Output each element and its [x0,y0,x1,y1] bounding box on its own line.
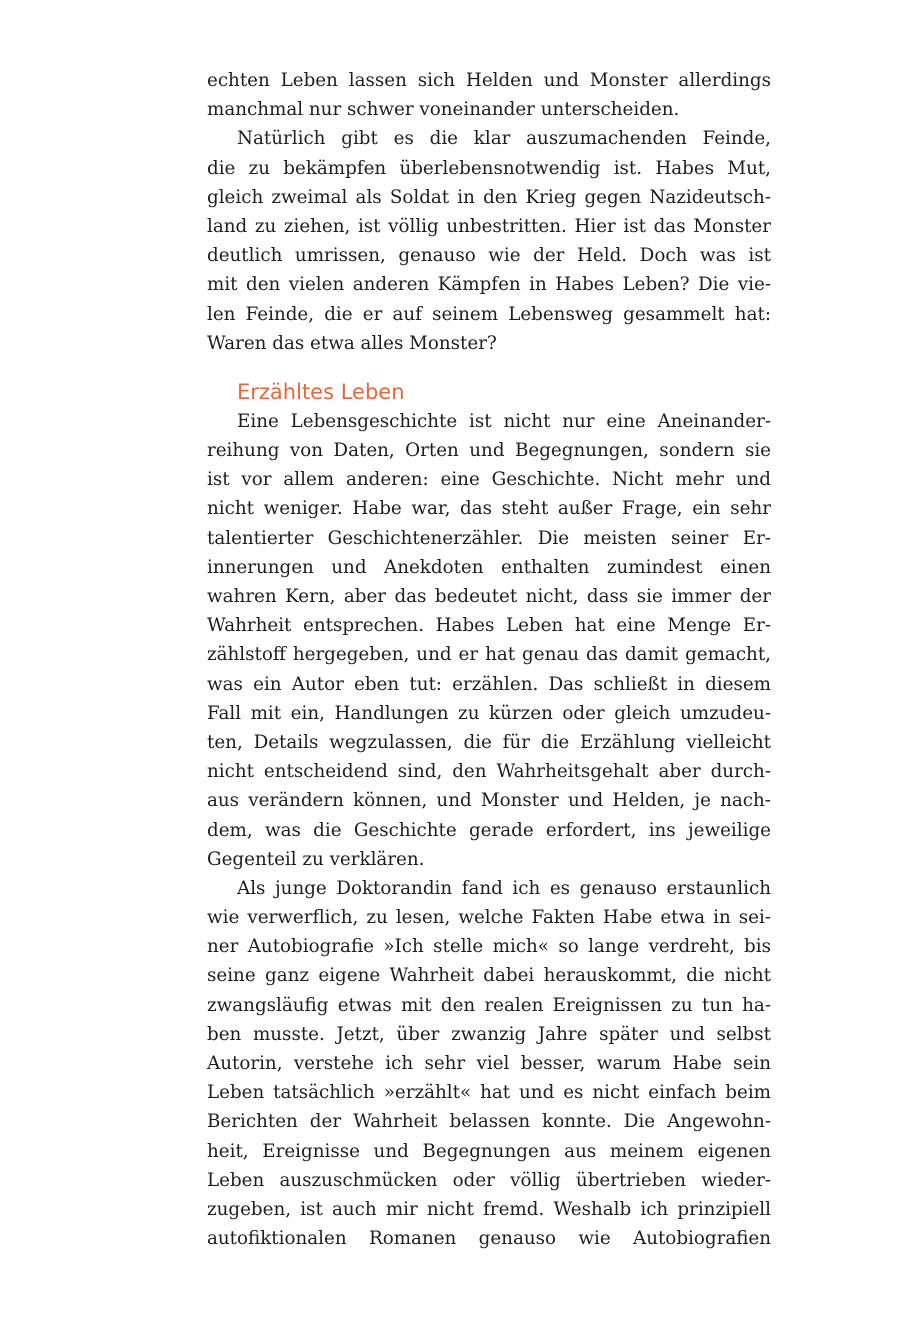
section-gap [207,358,771,378]
book-page [207,66,771,1253]
text-line: wie verwerflich, zu lesen, welche Fakten Habe etwa in sei- [207,907,771,929]
text-line: echten Leben lassen sich Helden und Monster allerdings [207,70,771,91]
text-line: deutlich umrissen, genauso wie der Held. Doch was ist [207,245,771,267]
text-line: zählstoff hergegeben, und er hat genau das damit gemacht, [207,644,771,666]
text-line: seine ganz eigene Wahrheit dabei herauskommt, die nicht [207,965,771,987]
text-line: reihung von Daten, Orten und Begegnungen, sondern sie [207,440,771,462]
text-line: Eine Lebensgeschichte ist nicht nur eine Aneinander- [237,410,771,432]
text-line: Wahrheit entsprechen. Habes Leben hat eine Menge Er- [207,615,771,637]
text-line: Berichten der Wahrheit belassen konnte. Die Angewohn- [207,1111,771,1133]
text-line: len Feinde, die er auf seinem Lebensweg gesammelt hat: [207,303,771,325]
paragraph [207,407,771,874]
text-line: innerungen und Anekdoten enthalten zumindest einen [207,556,771,578]
text-line: talentierter Geschichtenerzähler. Die meisten seiner Er- [207,527,771,549]
text-line: Natürlich gibt es die klar auszumachenden Feinde, [237,128,771,150]
text-line: Gegenteil zu verklären. [207,848,425,870]
text-line: ten, Details wegzulassen, die für die Erzählung vielleicht [207,731,771,753]
text-line: ben musste. Jetzt, über zwanzig Jahre später und selbst [207,1023,771,1045]
text-line: dem, was die Geschichte gerade erfordert, ins jeweilige [207,819,771,841]
paragraph [207,124,771,358]
text-line: zwangsläufig etwas mit den realen Ereignissen zu tun ha- [207,994,771,1016]
text-line: Autorin, verstehe ich sehr viel besser, warum Habe sein [207,1053,771,1074]
text-line: gleich zweimal als Soldat in den Krieg gegen Nazideutsch- [207,186,771,208]
paragraph-continuation [207,66,771,124]
text-line: zugeben, ist auch mir nicht fremd. Weshalb ich prinzipiell [207,1198,771,1220]
text-line: ner Autobiografie »Ich stelle mich« so lange verdreht, bis [207,936,771,958]
text-line: mit den vielen anderen Kämpfen in Habes Leben? Die vie- [207,274,771,296]
text-line: aus verändern können, und Monster und Helden, je nach- [207,790,771,812]
section-heading: Erzähltes Leben [237,379,405,404]
paragraph [207,874,771,1253]
text-line: autofiktionalen Romanen genauso wie Autobiografien [207,1228,771,1250]
text-line: was ein Autor eben tut: erzählen. Das schließt in diesem [207,673,771,695]
text-line: land zu ziehen, ist völlig unbestritten. Hier ist das Monster [207,215,771,237]
text-line: Waren das etwa alles Monster? [207,332,497,354]
text-line: nicht weniger. Habe war, das steht außer Frage, ein sehr [207,498,771,520]
text-line: wahren Kern, aber das bedeutet nicht, dass sie immer der [207,586,771,607]
text-line: Leben tatsächlich »erzählt« hat und es nicht einfach beim [207,1082,771,1104]
text-line: manchmal nur schwer voneinander unterscheiden. [207,99,680,121]
text-line: Fall mit ein, Handlungen zu kürzen oder gleich umzudeu- [207,702,771,724]
text-line: nicht entscheidend sind, den Wahrheitsgehalt aber durch- [207,761,771,783]
text-line: ist vor allem anderen: eine Geschichte. Nicht mehr und [207,469,771,491]
text-line: Als junge Doktorandin fand ich es genauso erstaunlich [237,877,771,899]
text-line: die zu bekämpfen überlebensnotwendig ist. Habes Mut, [207,157,771,179]
text-line: heit, Ereignisse und Begegnungen aus meinem eigenen [207,1140,771,1162]
text-line: Leben auszuschmücken oder völlig übertrieben wieder- [207,1169,771,1191]
